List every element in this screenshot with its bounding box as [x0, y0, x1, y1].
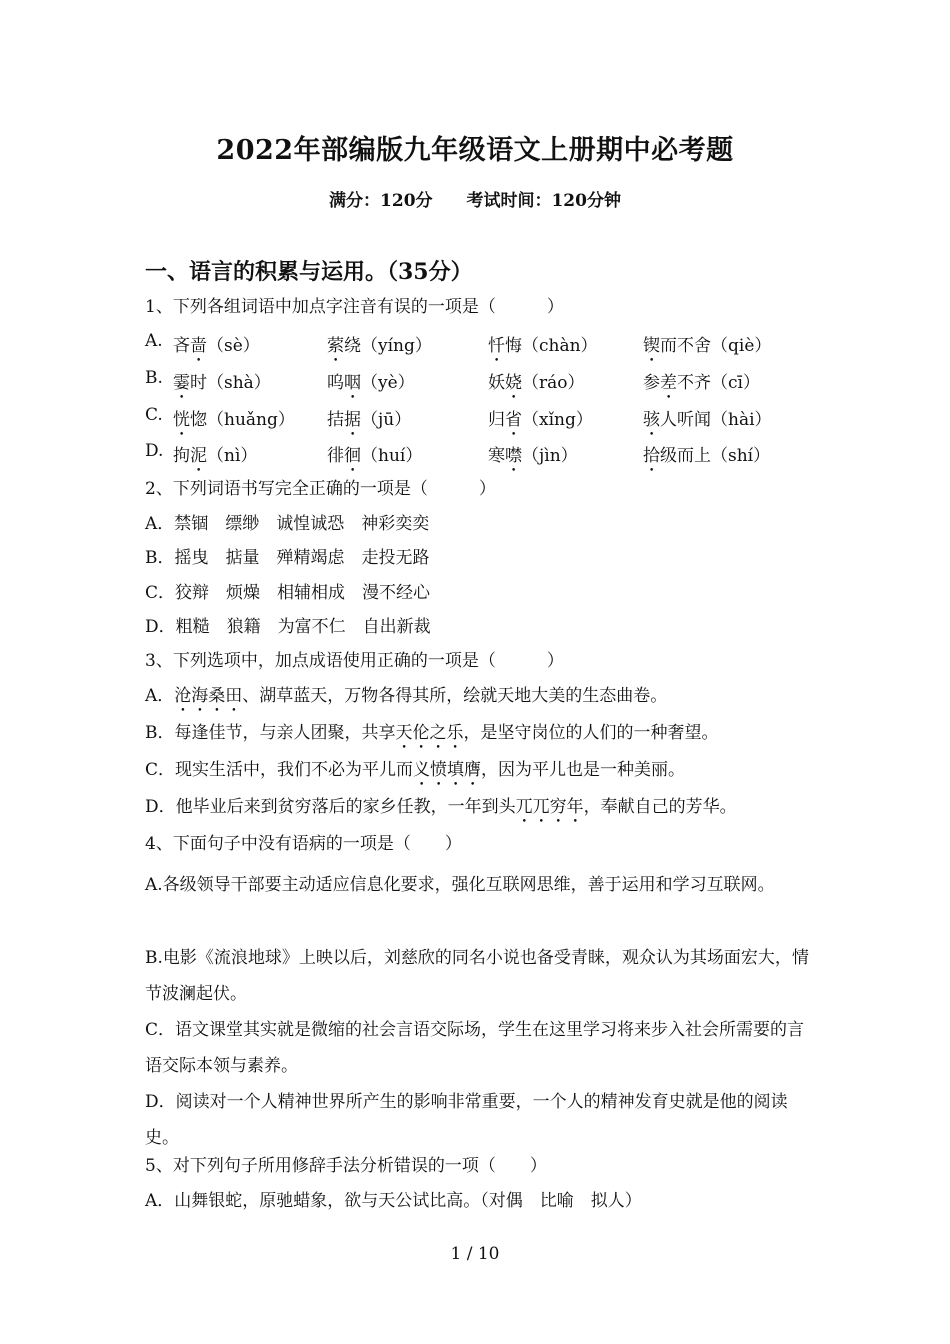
- word-text: 归: [488, 410, 505, 430]
- word-text: 绕（yíng）: [344, 336, 432, 356]
- question-3-stem: 3、下列选项中，加点成语使用正确的一项是（ ）: [145, 651, 564, 671]
- word-text: （jìn）: [522, 446, 578, 466]
- word-text: 寒: [488, 446, 505, 466]
- word-text: 惚（huǎng）: [190, 410, 295, 430]
- word-text: （xǐng）: [522, 410, 593, 430]
- dotted-character: 据: [344, 410, 361, 430]
- word-text: 妖: [488, 373, 505, 393]
- question-4-option-a: A.各级领导干部要主动适应信息化要求，强化互联网思维，善于运用和学习互联网。: [145, 875, 775, 895]
- question-1-word: [643, 441, 770, 476]
- dotted-character: 省: [505, 410, 522, 430]
- word-text: 参: [643, 373, 660, 393]
- word-text: 呜: [327, 373, 344, 393]
- word-text: 徘: [327, 446, 344, 466]
- section-heading: 一、语言的积累与运用。（35分）: [145, 259, 473, 285]
- question-1-option-letter: B.: [145, 368, 163, 388]
- word-text: 不齐（cī）: [677, 373, 760, 393]
- question-3-option-a: [145, 685, 667, 716]
- full-score: 满分：120分: [329, 191, 433, 211]
- question-1-option-letter: D.: [145, 441, 164, 461]
- option-text: D．他毕业后来到贫穷落后的家乡任教，一年到头: [145, 797, 516, 817]
- dotted-character: 啬: [190, 336, 207, 356]
- option-text: ，是坚守岗位的人们的一种奢望。: [463, 723, 719, 743]
- question-3-option-b: [145, 722, 719, 753]
- page-title: 2022年部编版九年级语文上册期中必考题: [216, 135, 734, 166]
- word-text: 拮: [327, 410, 344, 430]
- question-1-word: [488, 331, 598, 366]
- option-text: ，奉献自己的芳华。: [583, 797, 737, 817]
- word-text: （ráo）: [522, 373, 585, 393]
- dotted-character: 锲: [643, 336, 660, 356]
- question-2-stem: 2、下列词语书写完全正确的一项是（ ）: [145, 479, 496, 499]
- word-text: （huí）: [361, 446, 423, 466]
- word-text: 时（shà）: [190, 373, 271, 393]
- dotted-character: 恍: [173, 410, 190, 430]
- dotted-idiom: 义愤填膺: [413, 760, 482, 780]
- word-text: 拘: [173, 446, 190, 466]
- dotted-idiom: 兀兀穷年: [515, 797, 584, 817]
- question-4-option-c: C．语文课堂其实就是微缩的社会言语交际场，学生在这里学习将来步入社会所需要的言语交际本领与素养。: [145, 1020, 805, 1076]
- word-text: 人听闻（hài）: [660, 410, 772, 430]
- question-4-option-d: D．阅读对一个人精神世界所产生的影响非常重要，一个人的精神发育史就是他的阅读史。: [145, 1092, 788, 1148]
- dotted-character: 咽: [344, 373, 361, 393]
- question-5-stem: 5、对下列句子所用修辞手法分析错误的一项（ ）: [145, 1156, 547, 1176]
- dotted-character: 拾: [643, 446, 660, 466]
- question-2-option-a: A．禁锢 缥缈 诚惶诚恐 神彩奕奕: [145, 514, 430, 534]
- word-text: 悔（chàn）: [505, 336, 598, 356]
- word-text: （jū）: [361, 410, 412, 430]
- option-text: A．: [145, 686, 175, 706]
- question-3-option-c: [145, 759, 685, 790]
- question-1-option-letter: C.: [145, 405, 163, 425]
- dotted-idiom: 沧海桑田: [174, 686, 243, 706]
- word-text: （sè）: [207, 336, 260, 356]
- question-1-stem: 1、下列各组词语中加点字注音有误的一项是（ ）: [145, 297, 564, 317]
- question-3-option-d: [145, 796, 737, 827]
- question-1-word: [488, 368, 585, 403]
- question-1-word: [327, 331, 432, 366]
- question-1-word: [488, 405, 593, 440]
- question-5-option-a: A．山舞银蛇，原驰蜡象，欲与天公试比高。（对偶 比喻 拟人）: [145, 1191, 642, 1211]
- option-text: ，因为平儿也是一种美丽。: [481, 760, 686, 780]
- question-1-option-letter: A.: [145, 331, 163, 351]
- question-1-word: [643, 405, 772, 440]
- word-text: 级而上（shí）: [660, 446, 771, 466]
- question-1-word: [327, 405, 411, 440]
- dotted-character: 忏: [488, 336, 505, 356]
- question-1-word: [643, 331, 771, 366]
- question-1-word: [327, 441, 422, 476]
- question-2-option-c: C．狡辩 烦燥 相辅相成 漫不经心: [145, 583, 431, 603]
- dotted-character: 萦: [327, 336, 344, 356]
- option-text: C．现实生活中，我们不必为平儿而: [145, 760, 414, 780]
- dotted-character: 差: [660, 373, 677, 393]
- question-2-option-d: D．粗糙 狼籍 为富不仁 自出新裁: [145, 617, 431, 637]
- word-text: （yè）: [361, 373, 415, 393]
- option-text: 、湖草蓝天，万物各得其所，绘就天地大美的生态曲卷。: [242, 686, 668, 706]
- dotted-character: 骇: [643, 410, 660, 430]
- word-text: 吝: [173, 336, 190, 356]
- question-2-option-b: B．摇曳 掂量 殚精竭虑 走投无路: [145, 548, 430, 568]
- dotted-character: 噤: [505, 446, 522, 466]
- question-4-stem: 4、下面句子中没有语病的一项是（ ）: [145, 834, 462, 854]
- question-1-word: [327, 368, 415, 403]
- dotted-idiom: 天伦之乐: [395, 723, 464, 743]
- option-text: B．每逢佳节，与亲人团聚，共享: [145, 723, 396, 743]
- page-number: 1 / 10: [450, 1244, 500, 1264]
- question-1-word: [173, 405, 295, 440]
- word-text: （nì）: [207, 446, 258, 466]
- dotted-character: 霎: [173, 373, 190, 393]
- word-text: 而不舍（qiè）: [660, 336, 772, 356]
- dotted-character: 娆: [505, 373, 522, 393]
- question-1-word: [643, 368, 760, 403]
- question-1-word: [173, 331, 260, 366]
- exam-time: 考试时间：120分钟: [466, 191, 621, 211]
- dotted-character: 泥: [190, 446, 207, 466]
- question-1-word: [488, 441, 578, 476]
- exam-info: [0, 186, 950, 211]
- question-4-option-b: B.电影《流浪地球》上映以后，刘慈欣的同名小说也备受青睐，观众认为其场面宏大，情节波澜起伏。: [145, 948, 809, 1004]
- dotted-character: 徊: [344, 446, 361, 466]
- question-1-word: [173, 368, 271, 403]
- question-1-word: [173, 441, 257, 476]
